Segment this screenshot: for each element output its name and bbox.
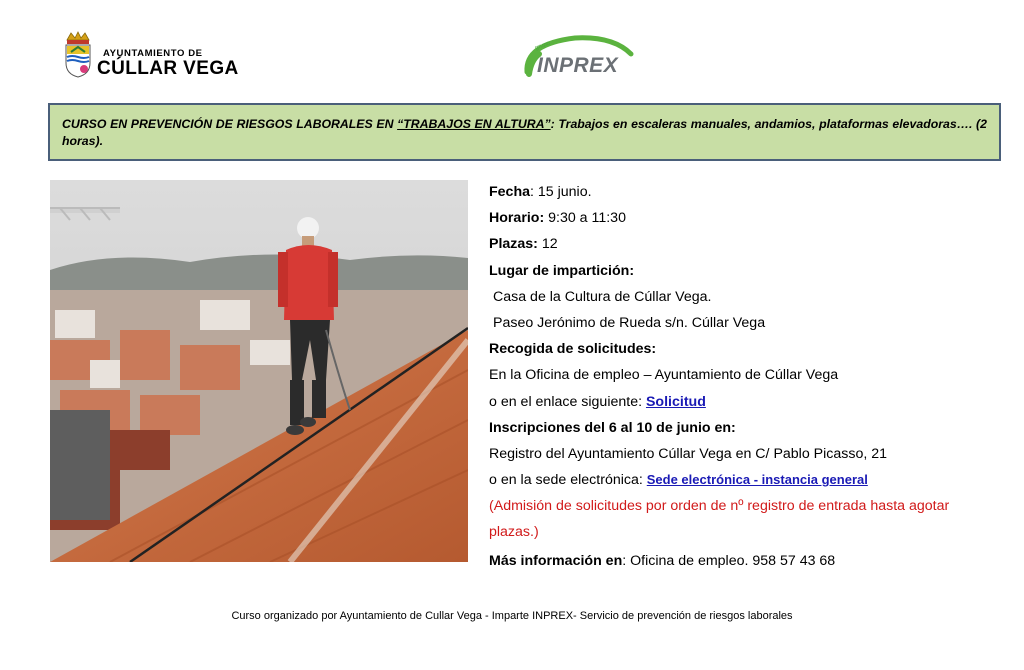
admission-notice: (Admisión de solicitudes por orden de nº registro de entrada hasta agotar plazas.) [489,498,950,541]
schedule-value: 9:30 a 11:30 [544,210,626,227]
banner-course-title: “TRABAJOS EN ALTURA” [397,117,551,131]
registration-line-2 [489,467,989,493]
registration-label: Inscripciones del 6 al 10 de junio en: [489,419,736,436]
course-details [489,179,989,574]
venue-row [489,258,989,284]
coat-of-arms-icon [63,30,93,78]
roof-worker-photo [50,180,468,562]
venue-label: Lugar de impartición: [489,262,635,279]
schedule-label: Horario: [489,210,545,227]
municipality-name: CÚLLAR VEGA [97,58,239,79]
banner-suffix: : Trabajos en escaleras manuales, andamios, plataformas elevadoras…. (2 horas). [62,117,987,148]
seats-value: 12 [537,236,558,253]
registration-line-1: Registro del Ayuntamiento Cúllar Vega en C/ Pablo Picasso, 21 [489,445,888,462]
date-label: Fecha [489,184,531,200]
more-info-row [489,548,989,574]
schedule-row [489,205,989,231]
inprex-logo [515,30,635,82]
inprex-group-label: grupo [534,40,551,52]
venue-line-2: Paseo Jerónimo de Rueda s/n. Cúllar Vega [493,314,766,331]
seats-row [489,231,989,257]
registration-row [489,415,989,441]
seats-label: Plazas: [489,236,538,253]
collection-link-prefix: o en el enlace siguiente: [489,393,646,410]
venue-line-1: Casa de la Cultura de Cúllar Vega. [493,288,712,305]
collection-line-1: En la Oficina de empleo – Ayuntamiento de Cúllar Vega [489,367,839,384]
more-info-label: Más información en [489,552,623,569]
collection-row [489,336,989,362]
date-row [489,179,989,205]
inprex-name: INPREX [537,54,619,77]
municipality-label: AYUNTAMIENTO DE [103,48,203,59]
municipality-logo [63,30,263,82]
more-info-value: : Oficina de empleo. 958 57 43 68 [622,552,836,569]
banner-prefix: CURSO EN PREVENCIÓN DE RIESGOS LABORALES EN [62,117,398,131]
collection-label: Recogida de solicitudes: [489,341,657,358]
worker-on-roof-image [50,180,468,562]
collection-line-2 [489,389,989,415]
course-banner [48,103,1001,161]
application-link[interactable]: Solicitud [645,393,706,410]
registration-link-prefix: o en la sede electrónica: [489,472,647,489]
date-value: : 15 junio. [530,184,592,200]
footer-note: Curso organizado por Ayuntamiento de Cullar Vega - Imparte INPREX- Servicio de prevención de riesgos laborales [231,610,793,622]
electronic-office-link[interactable]: Sede electrónica - instancia general [646,472,868,488]
